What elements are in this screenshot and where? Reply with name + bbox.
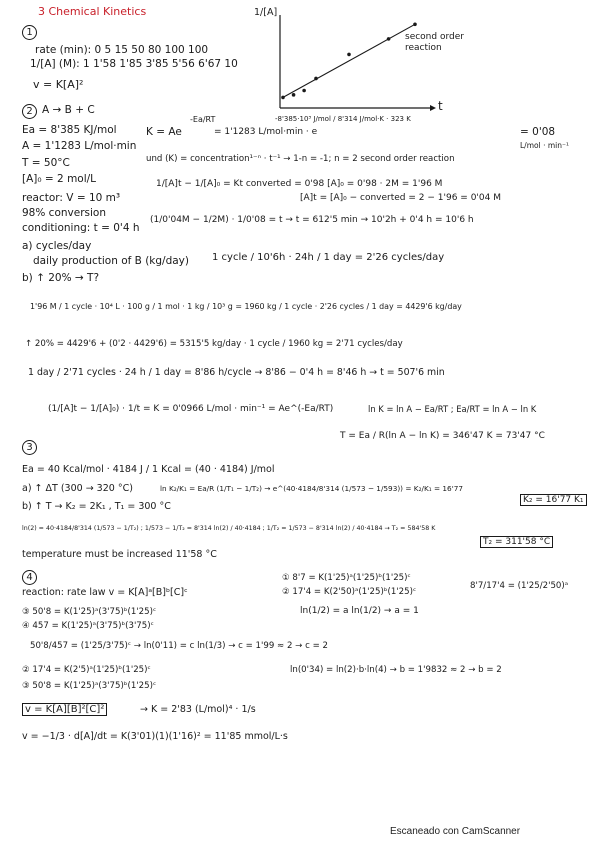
q2b-calc-3: 1 day / 2'71 cycles · 24 h / 1 day = 8'86 h/cycle → 8'86 − 0'4 h = 8'46 h → t = 507'6 min [28, 367, 445, 378]
q1-inverse-row: 1/[A] (M): 1 1'58 1'85 3'85 5'56 6'67 10 [30, 58, 238, 70]
x-arrow [430, 105, 436, 111]
q1-rate-row: rate (min): 0 5 15 50 80 100 100 [35, 44, 209, 56]
q2-k-result: = 0'08 [520, 126, 556, 138]
graph-xlabel: t [438, 99, 443, 113]
q2b-calc-4: (1/[A]t − 1/[A]₀) · 1/t = K = 0'0966 L/mol · min⁻¹ = Ae^(-Ea/RT) [48, 404, 334, 414]
scanner-watermark: Escaneado con CamScanner [390, 826, 521, 837]
data-point-0 [281, 96, 285, 100]
q2-conditioning: conditioning: t = 0'4 h [22, 222, 140, 234]
q2-a: A = 1'1283 L/mol·min [22, 140, 137, 152]
q2-k-val: = 1'1283 L/mol·min · e [214, 127, 318, 137]
q2b-result: T = Ea / R(ln A − ln K) = 346'47 K = 73'47 °C [340, 431, 545, 441]
q2-temp: T = 50°C [22, 157, 70, 169]
q3a-calc: ln K₂/K₁ = Ea/R (1/T₁ − 1/T₂) → e^(40·4184/8'314 (1/573 − 1/593)) = K₂/K₁ = 16'77 [160, 484, 463, 493]
q4-eq-div: 8'7/17'4 = (1'25/2'50)ᵃ [470, 581, 569, 591]
q2-number: 2 [22, 104, 37, 119]
q2-k-unit: L/mol · min⁻¹ [520, 141, 569, 150]
q3b-result: T₂ = 311'58 °C [480, 536, 553, 549]
q4-eq-c: 50'8/457 = (1'25/3'75)ᶜ → ln(0'11) = c ln(1/3) → c = 1'99 ≈ 2 → c = 2 [30, 641, 328, 651]
data-point-6 [413, 23, 417, 27]
q2-k-exp2: -8'385·10³ J/mol / 8'314 J/mol·K · 323 K [275, 115, 411, 123]
data-point-1 [292, 93, 296, 97]
q2b-calc-1: 1'96 M / 1 cycle · 10⁴ L · 100 g / 1 mol · 1 kg / 10³ g = 1960 kg / 1 cycle · 2'26 cycles / 1 day = 4429'6 kg/day [30, 302, 462, 311]
q4-number: 4 [22, 570, 37, 585]
q4-k-value: → K = 2'83 (L/mol)⁴ · 1/s [140, 704, 256, 715]
page-title: 3 Chemical Kinetics [38, 5, 147, 18]
q3b-calc: ln(2) = 40·4184/8'314 (1/573 − 1/T₂) ; 1/573 − 1/T₂ = 8'314 ln(2) / 40·4184 ; 1/T₂ = 1/573 − 8'314 ln(2) / 40·4184 → T₂ = 584'58 K [22, 525, 436, 532]
q4-eq-5: ② 17'4 = K(2'5)ᵃ(1'25)ᵇ(1'25)ᶜ [22, 665, 151, 675]
q2-a0: [A]₀ = 2 mol/L [22, 173, 97, 185]
q2-units: und (K) = concentration¹⁻ⁿ · t⁻¹ → 1-n = -1; n = 2 second order reaction [146, 154, 455, 164]
data-point-2 [302, 89, 306, 93]
q4-rate-law: reaction: rate law v = K[A]ᵃ[B]ᵇ[C]ᶜ [22, 587, 188, 598]
q4-eq-ln: ln(1/2) = a ln(1/2) → a = 1 [300, 606, 419, 616]
q4-eq-4: ④ 457 = K(1'25)ᵃ(3'75)ᵇ(3'75)ᶜ [22, 621, 154, 631]
q4-eq-6: ③ 50'8 = K(1'25)ᵃ(3'75)ᵇ(1'25)ᶜ [22, 681, 157, 691]
q4-eq-3: ③ 50'8 = K(1'25)ᵃ(3'75)ᵇ(1'25)ᶜ [22, 607, 157, 617]
q2-integrated-3: (1/0'04M − 1/2M) · 1/0'08 = t → t = 612'5 min → 10'2h + 0'4 h = 10'6 h [150, 215, 474, 225]
fit-line [283, 24, 415, 97]
q4-final-law: v = K[A][B]²[C]² [22, 703, 107, 716]
q2a-calc: 1 cycle / 10'6h · 24h / 1 day = 2'26 cycles/day [212, 252, 445, 263]
q2-k-exp: -Ea/RT [190, 115, 216, 124]
graph-ylabel: 1/[A] [254, 7, 278, 18]
q1-rate-law: v = K[A]² [33, 78, 84, 91]
q3-ea: Ea = 40 Kcal/mol · 4184 J / 1 Kcal = (40 · 4184) J/mol [22, 464, 275, 475]
q4-eq-b: ln(0'34) = ln(2)·b·ln(4) → b = 1'9832 ≈ 2 → b = 2 [290, 665, 502, 675]
q3-temperature: temperature must be increased 11'58 °C [22, 549, 217, 560]
q4-eq-1: ① 8'7 = K(1'25)ᵃ(1'25)ᵇ(1'25)ᶜ [282, 573, 411, 583]
q2b-calc-2: ↑ 20% = 4429'6 + (0'2 · 4429'6) = 5315'5 kg/day · 1 cycle / 1960 kg = 2'71 cycles/day [25, 339, 403, 349]
q3a-result: K₂ = 16'77 K₁ [520, 494, 587, 507]
data-point-4 [347, 53, 351, 57]
q2a-text: daily production of B (kg/day) [33, 255, 189, 267]
q3-number: 3 [22, 440, 37, 455]
q2b-calc-5: ln K = ln A − Ea/RT ; Ea/RT = ln A − ln K [368, 404, 537, 414]
q4-velocity: v = −1/3 · d[A]/dt = K(3'01)(1)(1'16)² = 11'85 mmol/L·s [22, 731, 288, 742]
data-point-3 [314, 77, 318, 81]
q2-ea: Ea = 8'385 KJ/mol [22, 124, 117, 136]
q2-k-lhs: K = Ae [146, 126, 182, 138]
data-point-5 [387, 37, 391, 41]
second-order-graph [265, 10, 595, 120]
q2a-label: a) cycles/day [22, 240, 92, 252]
q1-number: 1 [22, 25, 37, 40]
q3b-label: b) ↑ T → K₂ = 2K₁ , T₁ = 300 °C [22, 501, 171, 512]
q2-reactor: reactor: V = 10 m³ [22, 192, 121, 204]
q2-integrated-2: [A]t = [A]₀ − converted = 2 − 1'96 = 0'04 M [300, 193, 501, 203]
q2-reaction: A → B + C [42, 104, 95, 116]
q2-integrated-1: 1/[A]t − 1/[A]₀ = Kt converted = 0'98 [A]₀ = 0'98 · 2M = 1'96 M [156, 179, 443, 189]
q2b-label: b) ↑ 20% → T? [22, 272, 100, 284]
graph-note: second order reaction [405, 32, 464, 53]
q3a-label: a) ↑ ΔT (300 → 320 °C) [22, 483, 133, 494]
q2-conversion: 98% conversion [22, 207, 106, 219]
q4-eq-2: ② 17'4 = K(2'50)ᵃ(1'25)ᵇ(1'25)ᶜ [282, 587, 417, 597]
